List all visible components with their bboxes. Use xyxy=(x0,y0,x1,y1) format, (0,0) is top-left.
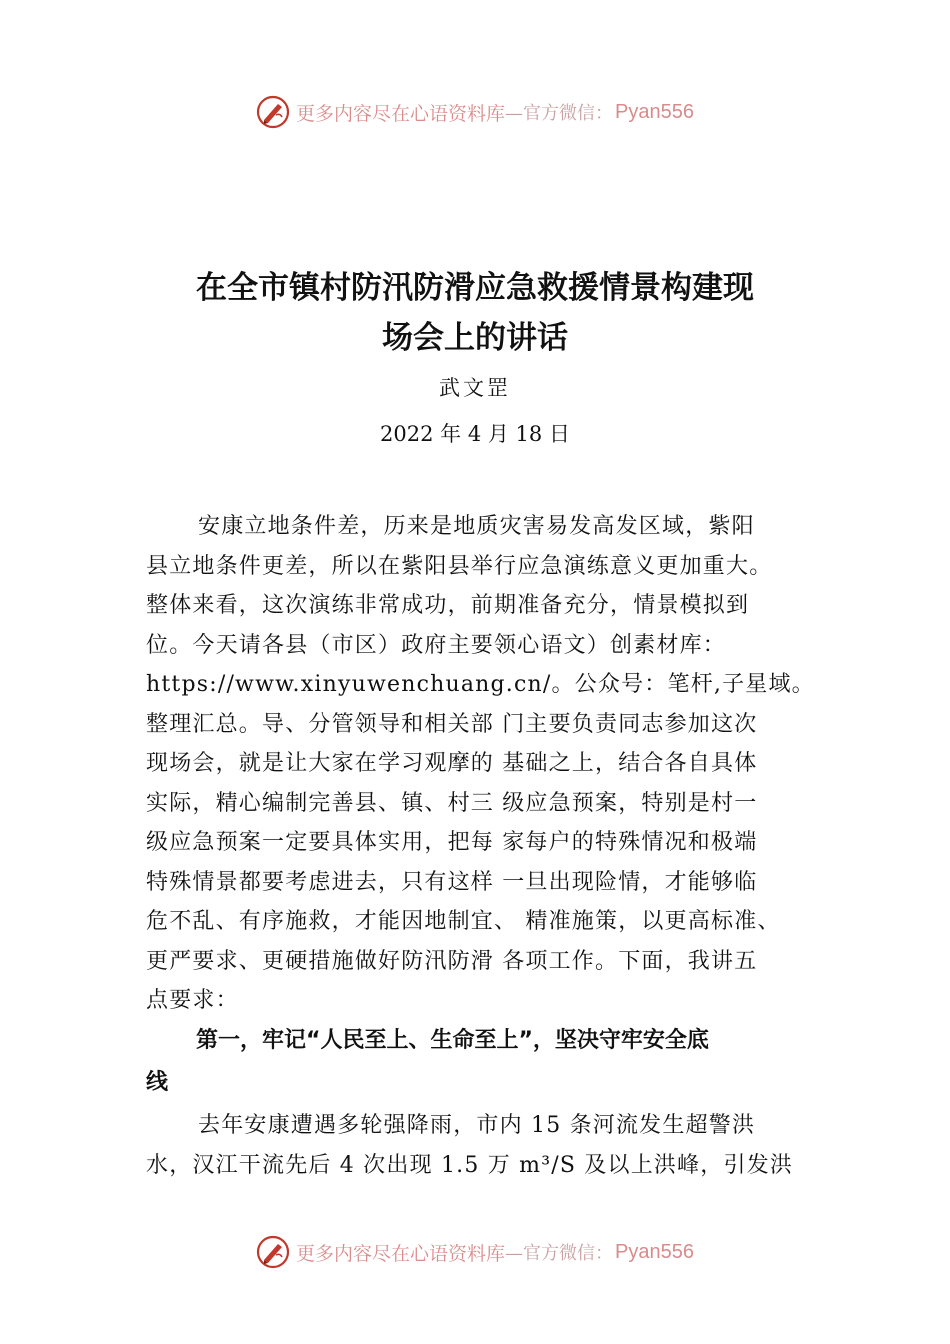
paragraph-line: 更严要求、更硬措施做好防汛防滑 各项工作。下面，我讲五 xyxy=(146,948,758,974)
paragraph-1 xyxy=(146,507,846,1021)
paragraph-line: 整理汇总。导、分管领导和相关部 门主要负责同志参加这次 xyxy=(146,711,758,737)
document-date: 2022 年 4 月 18 日 xyxy=(380,422,570,446)
paragraph-line: 危不乱、有序施救，才能因地制宜、 精准施策，以更高标准、 xyxy=(146,909,781,934)
pen-logo-icon xyxy=(256,95,290,129)
paragraph-line: 实际，精心编制完善县、镇、村三 级应急预案，特别是村一 xyxy=(146,790,758,816)
banner-separator: —官方微信： xyxy=(505,103,614,124)
section-heading-1: 第一，牢记“人民至上、生命至上”，坚决守牢安全底 xyxy=(196,1028,709,1053)
footer-banner xyxy=(0,1232,950,1272)
document-title-line1: 在全市镇村防汛防滑应急救援情景构建现 xyxy=(196,270,754,306)
paragraph-2 xyxy=(146,1106,846,1185)
banner-account: Pyan556 xyxy=(615,100,694,123)
paragraph-line: 位。今天请各县（市区）政府主要领心语文）创素材库： xyxy=(146,632,727,658)
document-title-line2: 场会上的讲话 xyxy=(382,320,568,356)
banner-text: 更多内容尽在心语资料库 xyxy=(296,102,506,125)
banner-account: Pyan556 xyxy=(615,1240,694,1263)
paragraph-line: 级应急预案一定要具体实用，把每 家每户的特殊情况和极端 xyxy=(146,830,758,855)
banner-separator: —官方微信： xyxy=(505,1243,614,1264)
banner-text: 更多内容尽在心语资料库 xyxy=(296,1242,506,1265)
paragraph-line: 点要求： xyxy=(146,988,239,1013)
paragraph-line: 特殊情景都要考虑进去，只有这样 一旦出现险情，才能够临 xyxy=(146,869,758,895)
paragraph-line: 安康立地条件差，历来是地质灾害易发高发区域，紫阳 xyxy=(198,514,755,539)
paragraph-line-url: https://www.xinyuwenchuang.cn/。公众号：笔杆,子星域。 xyxy=(146,672,815,697)
paragraph-line: 县立地条件更差，所以在紫阳县举行应急演练意义更加重大。 xyxy=(146,553,773,579)
paragraph-line: 现场会，就是让大家在学习观摩的 基础之上，结合各自具体 xyxy=(146,751,758,776)
paragraph-line: 去年安康遭遇多轮强降雨，市内 15 条河流发生超警洪 xyxy=(198,1113,756,1138)
paragraph-line: 整体来看，这次演练非常成功，前期准备充分，情景模拟到 xyxy=(146,593,750,618)
paragraph-line: 水，汉江干流先后 4 次出现 1.5 万 m³/S 及以上洪峰，引发洪 xyxy=(146,1152,794,1178)
pen-logo-icon xyxy=(256,1235,290,1269)
section-heading-1-cont: 线 xyxy=(146,1070,169,1095)
document-author: 武文罡 xyxy=(439,376,511,400)
header-banner xyxy=(0,92,950,132)
